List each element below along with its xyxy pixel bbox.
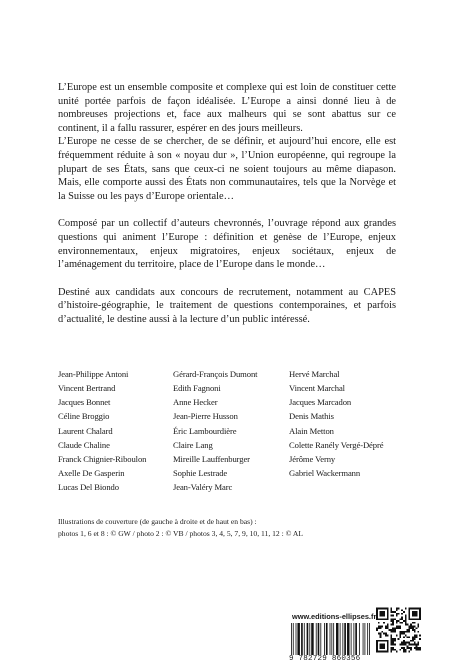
author-name: Jean-Valéry Marc	[173, 482, 233, 493]
author-name: Gabriel Wackermann	[289, 468, 361, 479]
credits-line-1: Illustrations de couverture (de gauche à droite et de haut en bas) :	[58, 517, 257, 526]
author-name: Claire Lang	[173, 439, 213, 450]
author-name: Edith Fagnoni	[173, 383, 221, 394]
author-name: Claude Chaline	[58, 439, 110, 450]
isbn-number: 9 782729 860356	[289, 655, 361, 663]
author-name: Jacques Marcadon	[289, 397, 352, 408]
author-name: Éric Lambourdière	[173, 425, 237, 436]
blurb-paragraph-1: L’Europe est un ensemble composite et complexe qui est loin de constituer cette unité portée parfois de façon idéalisée. L’Europe a ainsi donné lieu à de nombreuses projections et, face aux malheurs qui se sont abattus sur ce continent, il a fallu rassurer, espérer en des jours meilleurs.	[58, 82, 396, 134]
publisher-website: www.editions-ellipses.fr	[292, 612, 377, 621]
author-name: Jean-Pierre Husson	[173, 411, 238, 422]
author-name: Alain Metton	[289, 425, 334, 436]
author-name: Colette Ranély Vergé-Dépré	[289, 439, 384, 450]
author-name: Jérôme Verny	[289, 453, 336, 464]
author-name: Hervé Marchal	[289, 369, 340, 379]
author-name: Lucas Del Biondo	[58, 482, 119, 493]
author-name: Vincent Marchal	[289, 383, 345, 394]
qr-code-icon	[376, 607, 421, 653]
author-name: Gérard-François Dumont	[173, 369, 258, 379]
author-name: Sophie Lestrade	[173, 468, 228, 479]
blurb-paragraph-4: Destiné aux candidats aux concours de recrutement, notamment au CAPES d’histoire-géographie, le traitement de questions contemporaines, et parfois d’actualité, le destine aussi à la lecture d’un public intéressé.	[58, 286, 396, 325]
cover-credits	[58, 516, 303, 540]
author-list-column-3	[289, 367, 383, 480]
back-cover-blurb	[58, 81, 396, 327]
author-list-column-2	[173, 367, 257, 494]
author-name: Jean-Philippe Antoni	[58, 369, 129, 379]
blurb-paragraph-3: Composé par un collectif d’auteurs chevronnés, l’ouvrage répond aux grandes questions qui animent l’Europe : définition et genèse de l’Europe, enjeux environnementaux, enjeux migratoires, enjeux sociétaux, enjeux de l’aménagement du territoire, place de l’Europe dans le monde…	[58, 218, 396, 271]
author-name: Mireille Lauffenburger	[173, 453, 250, 464]
author-name: Laurent Chalard	[58, 425, 113, 436]
isbn-barcode	[291, 623, 370, 655]
author-name: Denis Mathis	[289, 411, 334, 422]
author-name: Franck Chignier-Riboulon	[58, 453, 147, 464]
author-name: Céline Broggio	[58, 411, 110, 422]
blurb-paragraph-2: L’Europe ne cesse de se chercher, de se définir, et aujourd’hui encore, elle est fréquemment réduite à son « noyau dur », l’Union européenne, qui regroupe la plupart de ses États, sans que ceux-ci ne soient toujours au même diapason. Mais, elle comporte aussi des États non communautaires, tels que la Norvège et la Suisse ou les pays d’Europe orientale…	[58, 136, 396, 202]
credits-line-2: photos 1, 6 et 8 : © GW / photo 2 : © VB / photos 3, 4, 5, 7, 9, 10, 11, 12 : © AL	[58, 529, 303, 538]
author-list-column-1	[58, 367, 146, 494]
author-name: Anne Hecker	[173, 397, 218, 408]
author-name: Axelle De Gasperin	[58, 468, 125, 479]
author-name: Jacques Bonnet	[58, 397, 111, 408]
author-name: Vincent Bertrand	[58, 383, 116, 394]
